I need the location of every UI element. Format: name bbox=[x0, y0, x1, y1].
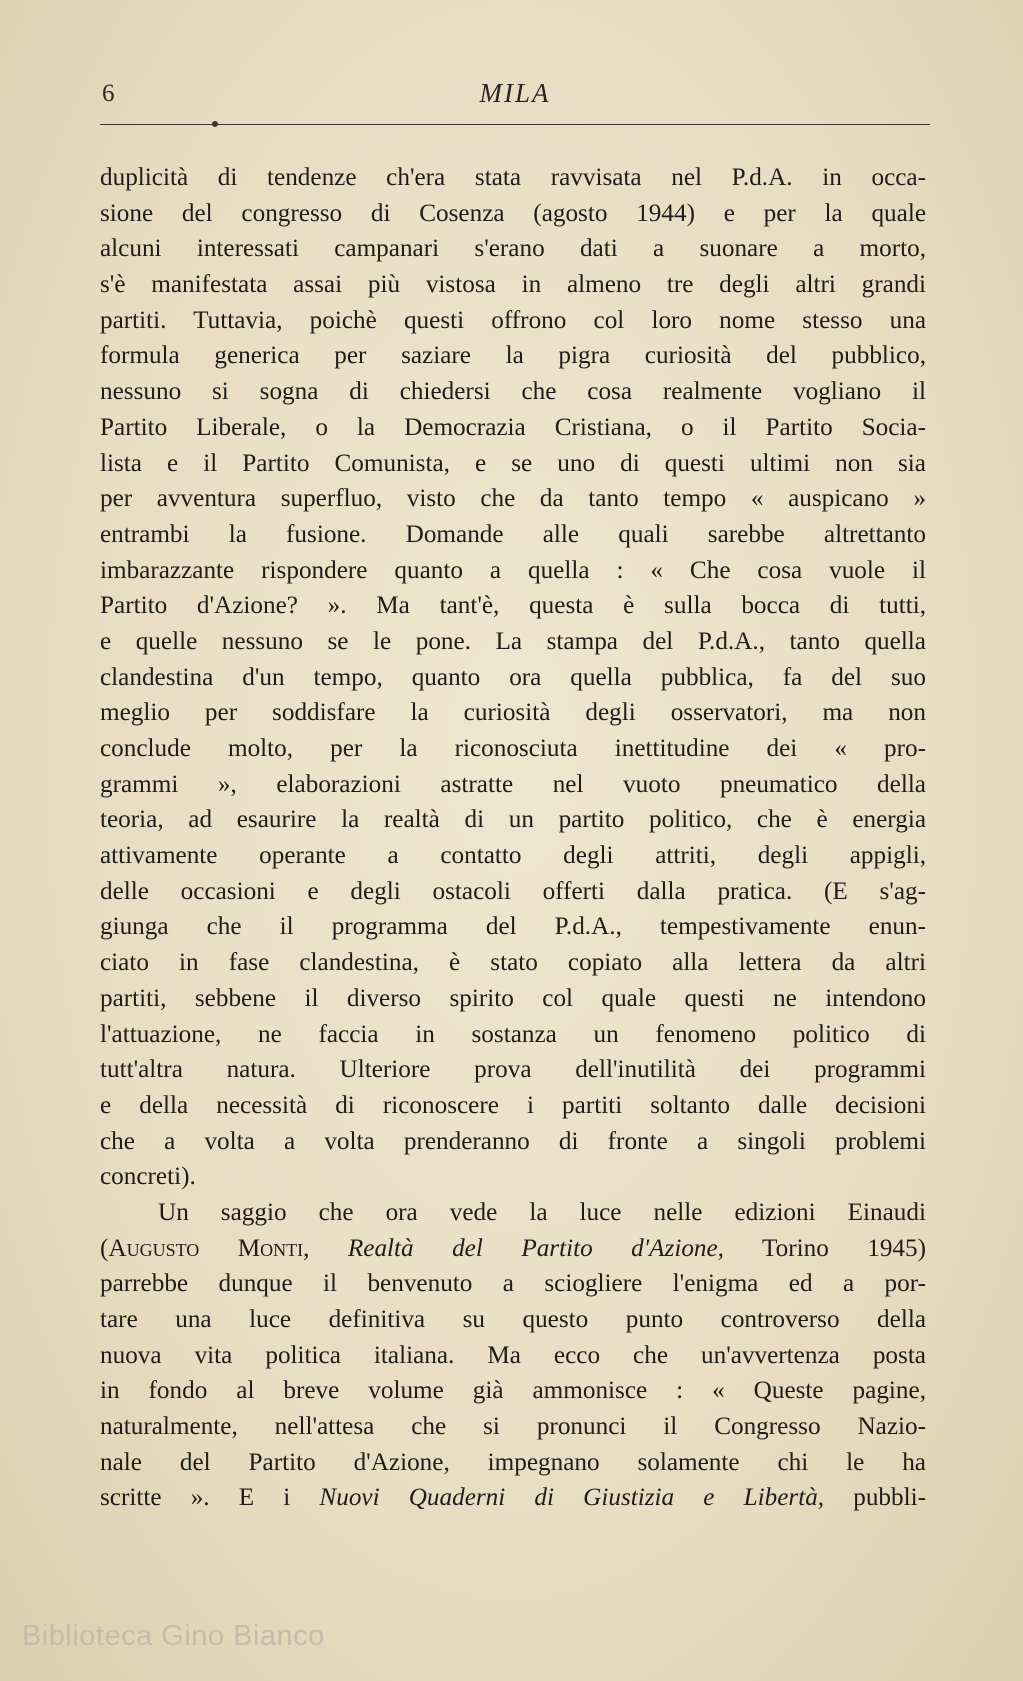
text-line: tutt'altra natura. Ulteriore prova dell'inutilità dei programmi bbox=[100, 1056, 926, 1084]
text-line: naturalmente, nell'attesa che si pronunci il Congresso Nazio- bbox=[100, 1413, 926, 1441]
text-line: entrambi la fusione. Domande alle quali sarebbe altrettanto bbox=[100, 520, 926, 548]
journal-title: Nuovi Quaderni di Giustizia e Libertà, bbox=[319, 1484, 825, 1512]
paragraph-2 bbox=[100, 1195, 926, 1516]
text-line: s'è manifestata assai più vistosa in almeno tre degli altri grandi bbox=[100, 271, 926, 299]
text-line: e della necessità di riconoscere i partiti soltanto dalle decisioni bbox=[100, 1091, 926, 1119]
text-line: nessuno si sogna di chiedersi che cosa realmente vogliano il bbox=[100, 378, 926, 406]
text-line: attivamente operante a contatto degli attriti, degli appigli, bbox=[100, 842, 926, 870]
paren-open: ( bbox=[100, 1234, 109, 1262]
text-line: alcuni interessati campanari s'erano dati a suonare a morto, bbox=[100, 235, 926, 263]
text-line: grammi », elaborazioni astratte nel vuoto pneumatico della bbox=[100, 770, 926, 798]
header-rule bbox=[100, 124, 930, 125]
text-line: meglio per soddisfare la curiosità degli osservatori, ma non bbox=[100, 699, 926, 727]
text-line: delle occasioni e degli ostacoli offerti dalla pratica. (E s'ag- bbox=[100, 877, 926, 905]
text-line: ciato in fase clandestina, è stato copiato alla lettera da altri bbox=[100, 949, 926, 977]
text-line: per avventura superfluo, visto che da tanto tempo « auspicano » bbox=[100, 485, 926, 513]
text-line: nale del Partito d'Azione, impegnano solamente chi le ha bbox=[100, 1448, 926, 1476]
text-line: parrebbe dunque il benvenuto a sciogliere l'enigma ed a por- bbox=[100, 1270, 926, 1298]
separator: , bbox=[303, 1234, 348, 1262]
text-line: Un saggio che ora vede la luce nelle edizioni Einaudi bbox=[158, 1198, 926, 1226]
text-line: giunga che il programma del P.d.A., tempestivamente enun- bbox=[100, 913, 926, 941]
paragraph-1 bbox=[100, 160, 926, 1195]
page-number: 6 bbox=[102, 80, 115, 107]
text-line: partiti. Tuttavia, poichè questi offrono col loro nome stesso una bbox=[100, 306, 926, 334]
author-name: Augusto Monti bbox=[108, 1234, 304, 1262]
body-text bbox=[100, 160, 926, 1516]
text-segment: scritte ». E i bbox=[100, 1484, 320, 1512]
header-rule-ornament bbox=[212, 121, 218, 127]
text-line: partiti, sebbene il diverso spirito col quale questi ne intendono bbox=[100, 984, 926, 1012]
text-line: nuova vita politica italiana. Ma ecco che un'avvertenza posta bbox=[100, 1341, 926, 1369]
text-line: e quelle nessuno se le pone. La stampa del P.d.A., tanto quella bbox=[100, 627, 926, 655]
text-line: concreti). bbox=[100, 1163, 196, 1191]
text-line: sione del congresso di Cosenza (agosto 1944) e per la quale bbox=[100, 199, 926, 227]
text-line: lista e il Partito Comunista, e se uno di questi ultimi non sia bbox=[100, 449, 926, 477]
text-line: duplicità di tendenze ch'era stata ravvisata nel P.d.A. in occa- bbox=[100, 164, 926, 191]
text-line: tare una luce definitiva su questo punto controverso della bbox=[100, 1306, 926, 1333]
text-line bbox=[100, 1480, 926, 1516]
text-line: teoria, ad esaurire la realtà di un partito politico, che è energia bbox=[100, 806, 926, 834]
text-line: formula generica per saziare la pigra curiosità del pubblico, bbox=[100, 342, 926, 370]
text-line: l'attuazione, ne faccia in sostanza un fenomeno politico di bbox=[100, 1020, 926, 1048]
text-segment: pubbli- bbox=[824, 1484, 927, 1512]
text-line: imbarazzante rispondere quanto a quella : « Che cosa vuole il bbox=[100, 556, 926, 584]
text-line bbox=[100, 1231, 926, 1267]
running-head bbox=[100, 78, 930, 114]
running-title: MILA bbox=[479, 78, 551, 108]
text-line: in fondo al breve volume già ammonisce : « Queste pagine, bbox=[100, 1377, 926, 1405]
library-watermark: Biblioteca Gino Bianco bbox=[22, 1620, 325, 1652]
book-title: Realtà del Partito d'Azione, bbox=[347, 1234, 724, 1262]
text-line: che a volta a volta prenderanno di fronte a singoli problemi bbox=[100, 1127, 926, 1155]
text-line: Partito Liberale, o la Democrazia Cristiana, o il Partito Socia- bbox=[100, 413, 926, 441]
text-line: clandestina d'un tempo, quanto ora quella pubblica, fa del suo bbox=[100, 663, 926, 691]
place-year: Torino 1945) bbox=[723, 1234, 927, 1262]
text-line: Partito d'Azione? ». Ma tant'è, questa è sulla bocca di tutti, bbox=[100, 592, 926, 620]
text-line: conclude molto, per la riconosciuta inettitudine dei « pro- bbox=[100, 735, 926, 762]
